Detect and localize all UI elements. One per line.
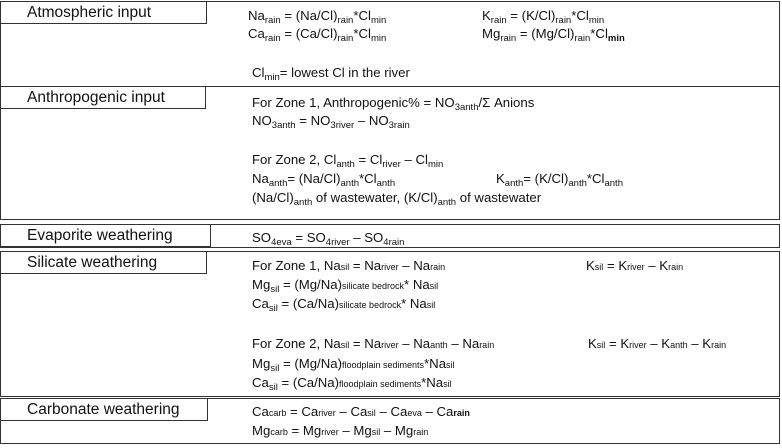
equation-na-anth: $Na_{anth}= (Na/Cl)_{anth}*Cl_{anth}$ [252,171,396,189]
equation-zone1-mg-sil: $Mg_{sil}$ = (Mg/Na)silicate bedrock* Nasil [252,277,439,295]
equation-mg-rain: $Mg_{rain} = (Mg/Cl)_{rain}*Cl_{min}$ [482,26,625,44]
section-title: Silicate weathering [1,252,207,274]
section-silicate-weathering [0,251,780,397]
equation-cl-min: $Cl_{min}=$ lowest Cl in the river [252,65,410,83]
equation-no3-anth: $NO_{3anth} = NO_{3river} - NO_{3rain}$ [252,113,410,131]
section-title: Atmospheric input [1,2,207,24]
equation-mg-carb: Mgcarb = Mgriver – Mgsil – Mgrain [252,423,429,438]
equation-wastewater-ratios: $(Na/Cl)_{anth}$ of wastewater, $(K/Cl)_{anth}$ of wastewater [252,190,542,208]
equation-zone1-anthropogenic: For Zone 1, Anthropogenic% = $NO_{3anth}/\Sigma$ Anions [252,95,535,113]
section-carbonate-weathering [0,398,780,444]
section-anthropogenic-input [0,86,780,220]
equation-k-anth: $K_{anth}= (K/Cl)_{anth}*Cl_{anth}$ [496,171,623,189]
equation-zone2-mg-sil: $Mg_{sil}$ = (Mg/Na)floodplain sediments*Nasil [252,356,455,374]
equation-zone2-k-sil: Ksil = Kriver – Kanth – Krain [588,336,727,351]
equation-zone1-ca-sil: $Ca_{sil}$ = (Ca/Na)silicate bedrock* Nasil [252,296,436,314]
equation-ca-rain: $Ca_{rain} = (Ca/Cl)_{rain}*Cl_{min}$ [248,26,387,44]
section-title: Evaporite weathering [1,225,211,247]
equation-zone2-ca-sil: $Ca_{sil}$ = (Ca/Na)floodplain sediments*Nasil [252,375,452,393]
section-atmospheric-input [0,1,780,87]
equation-so4-eva: $SO_{4eva} = SO_{4river} - SO_{4rain}$ [252,230,405,248]
section-title: Anthropogenic input [1,87,206,109]
equation-zone2-cl-anth: For Zone 2, $Cl_{anth} = Cl_{river} - Cl_{min}$ [252,152,444,170]
equation-na-rain: $Na_{rain} = (Na/Cl)_{rain}*Cl_{min}$ [248,8,387,26]
section-title: Carbonate weathering [1,399,208,421]
equation-zone2-na-sil: For Zone 2, Nasil = Nariver – Naanth – Narain [252,336,495,351]
section-evaporite-weathering [0,224,780,248]
equation-k-rain: $K_{rain} = (K/Cl)_{rain}*Cl_{min}$ [482,8,605,26]
equation-zone1-na-sil: For Zone 1, Nasil = Nariver – Narain [252,258,446,273]
equation-zone1-k-sil: Ksil = Kriver – Krain [586,258,684,273]
equation-ca-carb: Cacarb = Cariver – Casil – Caeva – Carain [252,404,470,419]
